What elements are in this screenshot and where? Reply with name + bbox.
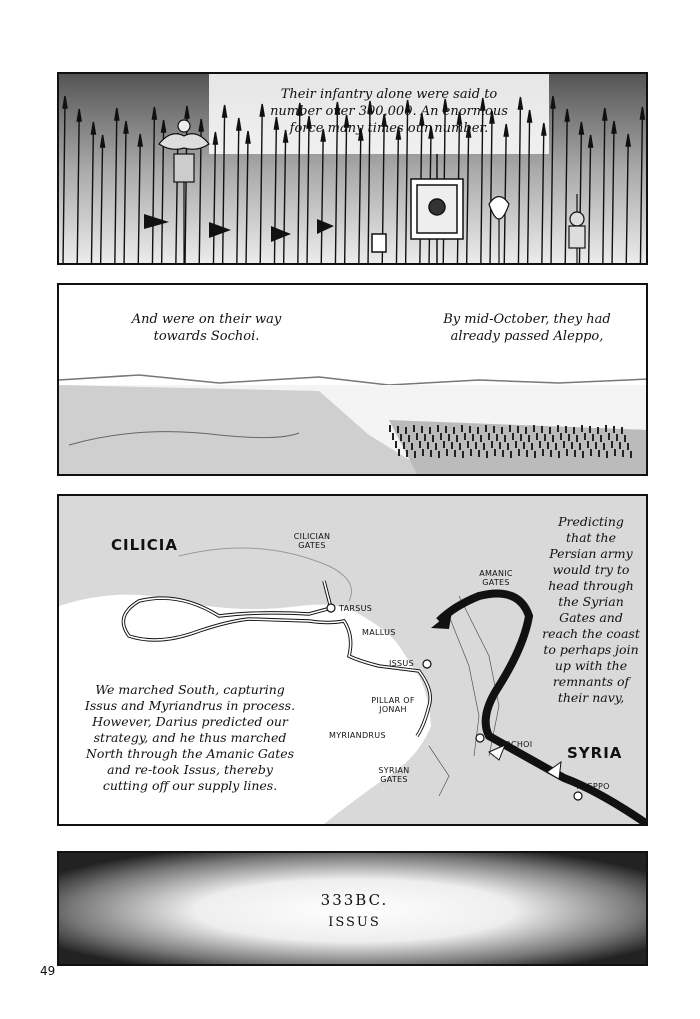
marching-soldier — [446, 449, 448, 456]
marching-soldier — [603, 443, 605, 450]
marching-soldier — [525, 427, 527, 434]
title-place: ISSUS — [328, 915, 381, 930]
marching-soldier — [592, 434, 594, 441]
marching-soldier — [464, 433, 466, 440]
marching-soldier — [456, 435, 458, 442]
marching-soldier — [558, 451, 560, 458]
marching-soldier — [581, 425, 583, 432]
marching-soldier — [630, 451, 632, 458]
marching-soldier — [494, 449, 496, 456]
marching-soldier — [606, 451, 608, 458]
marching-soldier — [427, 442, 429, 449]
marching-soldier — [454, 450, 456, 457]
marching-soldier — [576, 435, 578, 442]
marching-soldier — [621, 427, 623, 434]
marching-soldier — [419, 441, 421, 448]
marching-soldier — [624, 435, 626, 442]
marching-soldier — [611, 441, 613, 448]
marching-soldier — [483, 443, 485, 450]
marching-soldier — [550, 450, 552, 457]
marching-soldier — [539, 441, 541, 448]
marching-soldier — [582, 451, 584, 458]
marching-soldier — [406, 450, 408, 457]
panel2-caption-left: And were on their way towards Sochoi. — [131, 312, 282, 344]
marching-soldier — [515, 441, 517, 448]
marching-soldier — [435, 443, 437, 450]
marching-soldier — [598, 450, 600, 457]
marching-soldier — [584, 433, 586, 440]
label-tarsus: TARSUS — [339, 604, 373, 613]
marching-soldier — [493, 426, 495, 433]
marching-soldier — [397, 426, 399, 433]
marching-soldier — [523, 442, 525, 449]
marching-soldier — [565, 426, 567, 433]
marching-soldier — [552, 435, 554, 442]
panel-landscape — [57, 283, 648, 476]
marching-soldier — [563, 441, 565, 448]
marching-soldier — [470, 449, 472, 456]
marching-soldier — [541, 426, 543, 433]
marching-soldier — [533, 425, 535, 432]
marching-soldier — [414, 451, 416, 458]
marching-soldier — [429, 427, 431, 434]
marching-soldier — [395, 441, 397, 448]
marching-soldier — [475, 442, 477, 449]
marching-soldier — [485, 425, 487, 432]
marching-soldier — [411, 443, 413, 450]
panel-map — [57, 494, 648, 826]
marching-soldier — [488, 433, 490, 440]
marching-soldier — [501, 427, 503, 434]
label-syrian-gates: SYRIAN GATES — [378, 766, 410, 784]
label-amanic-gates: AMANIC GATES — [479, 569, 513, 587]
marching-soldier — [416, 433, 418, 440]
marching-soldier — [430, 450, 432, 457]
marching-soldier — [574, 450, 576, 457]
marching-soldier — [472, 434, 474, 441]
region-cilicia: CILICIA — [111, 536, 178, 554]
marching-soldier — [451, 442, 453, 449]
page-number: 49 — [40, 964, 56, 978]
marching-soldier — [573, 427, 575, 434]
marching-soldier — [400, 434, 402, 441]
marching-soldier — [542, 449, 544, 456]
marching-soldier — [467, 441, 469, 448]
marching-soldier — [619, 442, 621, 449]
label-myriandrus: MYRIANDRUS — [329, 731, 386, 740]
label-sochoi: SOCHOI — [499, 740, 533, 749]
marching-soldier — [560, 433, 562, 440]
marching-soldier — [568, 434, 570, 441]
marching-soldier — [496, 434, 498, 441]
marching-soldier — [477, 427, 479, 434]
marching-soldier — [438, 451, 440, 458]
marching-soldier — [622, 450, 624, 457]
marching-soldier — [526, 450, 528, 457]
marching-soldier — [469, 426, 471, 433]
marching-soldier — [544, 434, 546, 441]
marching-soldier — [499, 442, 501, 449]
marching-soldier — [443, 441, 445, 448]
marching-soldier — [398, 449, 400, 456]
marching-soldier — [403, 442, 405, 449]
marching-soldier — [517, 426, 519, 433]
marching-soldier — [566, 449, 568, 456]
marching-soldier — [608, 433, 610, 440]
marching-soldier — [627, 443, 629, 450]
marching-soldier — [413, 425, 415, 432]
marching-soldier — [510, 451, 512, 458]
marching-soldier — [448, 434, 450, 441]
marching-soldier — [462, 451, 464, 458]
marching-soldier — [590, 449, 592, 456]
region-syria: SYRIA — [567, 744, 623, 762]
marching-soldier — [502, 450, 504, 457]
panel2-caption-right: By mid-October, they had already passed Aleppo, — [443, 312, 611, 344]
panel1-caption: Their infantry alone were said to number over 300,000. An enormous force many times our number. — [270, 87, 508, 136]
marching-soldier — [600, 435, 602, 442]
marching-soldier — [597, 427, 599, 434]
marching-soldier — [480, 435, 482, 442]
marching-soldier — [504, 435, 506, 442]
marching-soldier — [512, 433, 514, 440]
marching-soldier — [405, 427, 407, 434]
marching-soldier — [571, 442, 573, 449]
panel-title — [57, 851, 648, 966]
marching-soldier — [440, 433, 442, 440]
marching-soldier — [613, 426, 615, 433]
panel3-caption-right: Predicting that the Persian army would try to head through the Syrian Gates and reach the coast to perhaps join up with the remnants of their navy, — [542, 514, 640, 705]
marching-soldier — [589, 426, 591, 433]
panel-army — [57, 72, 648, 265]
marching-soldier — [587, 441, 589, 448]
title-year: 333BC. — [320, 891, 389, 909]
marching-soldier — [422, 449, 424, 456]
label-mallus: MALLUS — [362, 628, 396, 637]
marching-soldier — [453, 427, 455, 434]
marching-soldier — [518, 449, 520, 456]
label-pillar-of-jonah: PILLAR OF JONAH — [371, 696, 415, 714]
marching-soldier — [555, 443, 557, 450]
marching-soldier — [605, 425, 607, 432]
panel3-caption-left: We marched South, capturing Issus and Myriandrus in process. However, Darius predicted our strategy, and he thus marched North through the Amanic Gates and re-took Issus, thereby cutting off our supply lines. — [84, 682, 296, 793]
marching-soldier — [486, 451, 488, 458]
marching-soldier — [421, 426, 423, 433]
marching-soldier — [478, 450, 480, 457]
marching-soldier — [389, 425, 391, 432]
marching-soldier — [557, 425, 559, 432]
marching-soldier — [507, 443, 509, 450]
marching-soldier — [408, 435, 410, 442]
marching-soldier — [491, 441, 493, 448]
marching-soldier — [614, 449, 616, 456]
marching-soldier — [528, 435, 530, 442]
marching-soldier — [437, 425, 439, 432]
marching-soldier — [459, 443, 461, 450]
marching-soldier — [616, 434, 618, 441]
marching-soldier — [531, 443, 533, 450]
marching-soldier — [461, 425, 463, 432]
marching-soldier — [579, 443, 581, 450]
marching-soldier — [424, 434, 426, 441]
label-aleppo: ALEPPO — [577, 782, 610, 791]
marching-soldier — [520, 434, 522, 441]
marching-soldier — [547, 442, 549, 449]
title-backdrop — [59, 853, 648, 966]
marching-soldier — [534, 451, 536, 458]
marching-soldier — [549, 427, 551, 434]
marching-soldier — [392, 433, 394, 440]
label-cilician-gates: CILICIAN GATES — [293, 532, 331, 550]
marching-soldier — [445, 426, 447, 433]
marching-soldier — [509, 425, 511, 432]
marching-soldier — [536, 433, 538, 440]
marching-soldier — [432, 435, 434, 442]
label-issus: ISSUS — [389, 659, 414, 668]
marching-soldier — [595, 442, 597, 449]
